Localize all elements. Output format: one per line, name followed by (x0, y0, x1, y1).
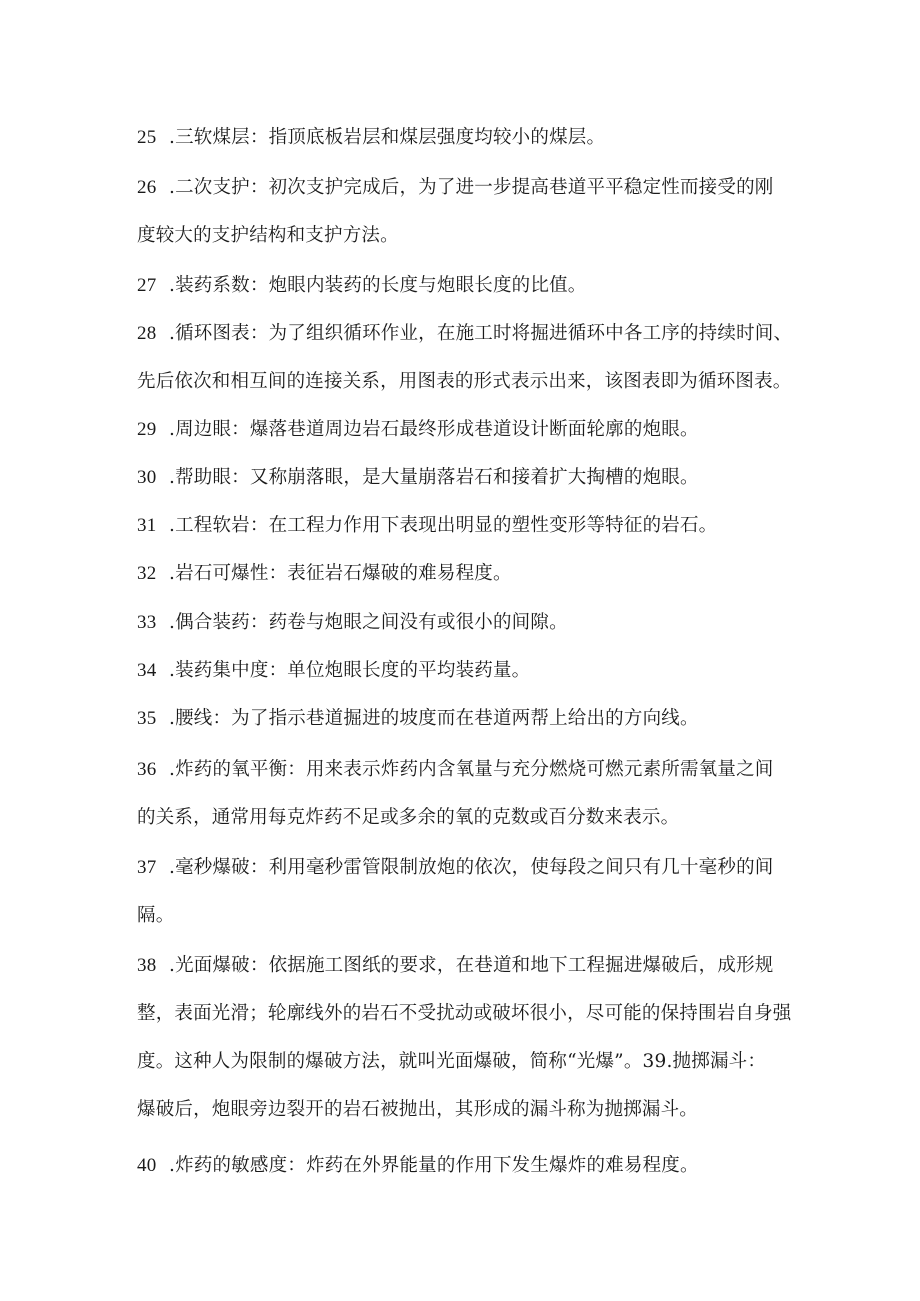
entry-text: 隔。 (137, 905, 175, 926)
entry-number: 28 (137, 323, 157, 344)
entry-26 (137, 176, 797, 200)
entry-number: 37 (137, 857, 157, 878)
entry-number: 25 (137, 127, 157, 148)
entry-number: 30 (137, 467, 157, 488)
entry-29 (137, 418, 797, 442)
entry-text: .装药系数：炮眼内装药的长度与炮眼长度的比值。 (169, 275, 587, 296)
entry-33 (137, 611, 797, 635)
entry-36 (137, 758, 797, 782)
entry-40 (137, 1154, 797, 1178)
entry-35 (137, 707, 797, 731)
entry-number: 29 (137, 419, 157, 440)
entry-text: .循环图表：为了组织循环作业，在施工时将掘进循环中各工序的持续时间、 (169, 323, 793, 344)
entry-text: .装药集中度：单位炮眼长度的平均装药量。 (169, 660, 531, 681)
entry-number: 36 (137, 759, 157, 780)
entry-number: 34 (137, 660, 157, 681)
entry-number: 32 (137, 563, 157, 584)
entry-number: 40 (137, 1155, 157, 1176)
entry-38-continuation-2 (137, 1050, 797, 1074)
entry-text: .偶合装药：药卷与炮眼之间没有或很小的间隙。 (169, 612, 568, 633)
entry-number: 35 (137, 708, 157, 729)
entry-number: 26 (137, 177, 157, 198)
entry-text: .三软煤层：指顶底板岩层和煤层强度均较小的煤层。 (169, 127, 606, 148)
entry-text: 爆破后，炮眼旁边裂开的岩石被抛出，其形成的漏斗称为抛掷漏斗。 (137, 1099, 699, 1120)
entry-text: .周边眼：爆落巷道周边岩石最终形成巷道设计断面轮廓的炮眼。 (169, 419, 699, 440)
entry-text: 的关系，通常用每克炸药不足或多余的氧的克数或百分数来表示。 (137, 807, 680, 828)
entry-25 (137, 126, 797, 150)
entry-37-continuation (137, 904, 797, 928)
entry-28 (137, 322, 797, 346)
entry-36-continuation (137, 806, 797, 830)
entry-text: 度。这种人为限制的爆破方法，就叫光面爆破，简称“光爆”。39.抛掷漏斗： (137, 1051, 767, 1072)
entry-number: 38 (137, 955, 157, 976)
entry-text: 度较大的支护结构和支护方法。 (137, 225, 399, 246)
entry-text: 整，表面光滑；轮廓线外的岩石不受扰动或破坏很小，尽可能的保持围岩自身强 (137, 1003, 792, 1024)
entry-text: .腰线：为了指示巷道掘进的坡度而在巷道两帮上给出的方向线。 (169, 708, 699, 729)
entry-27 (137, 274, 797, 298)
entry-37 (137, 856, 797, 880)
entry-text: .帮助眼：又称崩落眼，是大量崩落岩石和接着扩大掏槽的炮眼。 (169, 467, 699, 488)
entry-text: .岩石可爆性：表征岩石爆破的难易程度。 (169, 563, 512, 584)
entry-text: 先后依次和相互间的连接关系，用图表的形式表示出来，该图表即为循环图表。 (137, 371, 792, 392)
entry-number: 33 (137, 612, 157, 633)
entry-39-continuation (137, 1098, 797, 1122)
entry-text: .炸药的氧平衡：用来表示炸药内含氧量与充分燃烧可燃元素所需氧量之间 (169, 759, 774, 780)
entry-30 (137, 466, 797, 490)
entry-number: 27 (137, 275, 157, 296)
entry-text: .二次支护：初次支护完成后，为了进一步提高巷道平平稳定性而接受的刚 (169, 177, 774, 198)
entry-38-continuation-1 (137, 1002, 797, 1026)
entry-32 (137, 562, 797, 586)
entry-28-continuation (137, 370, 797, 394)
entry-text: .光面爆破：依据施工图纸的要求，在巷道和地下工程掘进爆破后，成形规 (169, 955, 774, 976)
entry-number: 31 (137, 515, 157, 536)
entry-text: .毫秒爆破：利用毫秒雷管限制放炮的依次，使每段之间只有几十毫秒的间 (169, 857, 774, 878)
entry-text: .工程软岩：在工程力作用下表现出明显的塑性变形等特征的岩石。 (169, 515, 718, 536)
entry-34 (137, 659, 797, 683)
entry-text: .炸药的敏感度：炸药在外界能量的作用下发生爆炸的难易程度。 (169, 1155, 699, 1176)
entry-38 (137, 954, 797, 978)
entry-31 (137, 514, 797, 538)
entry-26-continuation (137, 224, 797, 248)
